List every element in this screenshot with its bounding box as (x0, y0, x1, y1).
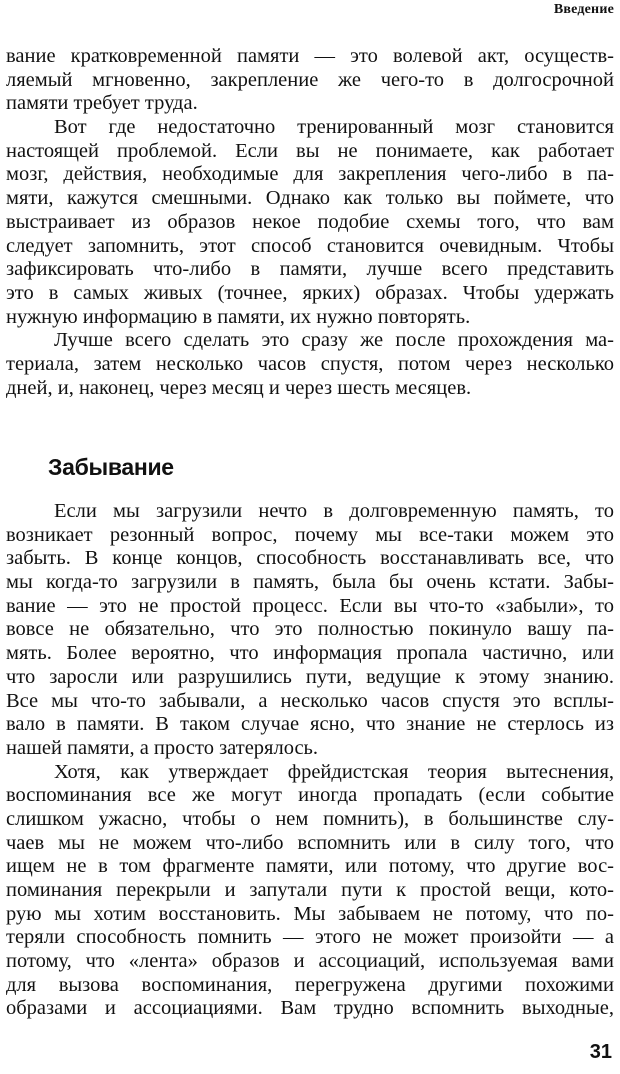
text-line: вовсе не обязательно, что это полностью покинуло вашу па- (6, 618, 614, 641)
section-text-block (6, 500, 614, 1021)
text-line: памяти требует труда. (6, 92, 198, 115)
intro-text-block (6, 45, 614, 400)
page-number: 31 (589, 1041, 612, 1063)
text-line: териала, затем несколько часов спустя, потом через несколько (6, 352, 614, 375)
text-line: Хотя, как утверждает фрейдистская теория вытеснения, (54, 760, 614, 783)
text-line: воспоминания все же могут иногда пропадать (если событие (6, 784, 614, 807)
text-line: следует запомнить, этот способ становится очевидным. Чтобы (6, 234, 614, 257)
text-line: возникает резонный вопрос, почему мы все-таки можем это (6, 523, 614, 546)
text-line: мозг, действия, необходимые для закрепления чего-либо в па- (6, 163, 614, 186)
text-line: Все мы что-то забывали, а несколько часов спустя это всплы- (6, 689, 614, 712)
section-heading: Забывание (48, 454, 174, 480)
text-line: поминания перекрыли и запутали пути к простой вещи, кото- (6, 879, 614, 901)
text-line: Лучше всего сделать это сразу же после прохождения ма- (54, 329, 614, 352)
text-line: потому, что «лента» образов и ассоциаций, используемая вами (6, 950, 614, 973)
text-line: мять. Более вероятно, что информация пропала частично, или (6, 642, 614, 665)
text-line: Вот где недостаточно тренированный мозг становится (54, 116, 614, 139)
text-line: мы когда-то загрузили в память, была бы очень кстати. Забы- (6, 571, 614, 594)
text-line: чаев мы не можем что-либо вспомнить или в силу того, что (6, 831, 614, 854)
running-header: Введение (553, 2, 614, 17)
text-line: Если мы загрузили нечто в долговременную память, то (54, 500, 614, 522)
text-line: выстраивает из образов некое подобие схемы того, что вам (6, 210, 614, 233)
text-line: рую мы хотим восстановить. Мы забываем не потому, что по- (6, 902, 614, 925)
text-line: дней, и, наконец, через месяц и через шесть месяцев. (6, 376, 472, 399)
text-line: для вызова воспоминания, перегружена другими похожими (6, 973, 614, 996)
text-line: настоящей проблемой. Если вы не понимаете, как работает (6, 139, 614, 162)
text-line: ищем не в том фрагменте памяти, или потому, что другие вос- (6, 855, 614, 878)
text-line: вание — это не простой процесс. Если вы что-то «забыли», то (6, 594, 614, 617)
text-line: слишком ужасно, чтобы о нем помнить), в большинстве слу- (6, 807, 614, 830)
text-line: теряли способность помнить — этого не может произойти — а (6, 926, 614, 949)
text-line: нашей памяти, а просто затерялось. (6, 736, 319, 759)
text-line: ляемый мгновенно, закрепление же чего-то в долгосрочной (6, 68, 614, 91)
text-line: забыть. В конце концов, способность восстанавливать все, что (6, 547, 614, 570)
text-line: зафиксировать что-либо в памяти, лучше всего представить (6, 258, 614, 281)
text-line: образами и ассоциациями. Вам трудно вспомнить выходные, (6, 997, 614, 1020)
text-line: нужную информацию в памяти, их нужно повторять. (6, 305, 471, 328)
text-line: вало в памяти. В таком случае ясно, что знание не стерлось из (6, 713, 614, 736)
text-line: мяти, кажутся смешными. Однако как только вы поймете, что (6, 187, 614, 210)
text-line: это в самых живых (точнее, ярких) образах. Чтобы удержать (6, 281, 614, 304)
text-line: что заросли или разрушились пути, ведущие к этому знанию. (6, 665, 614, 688)
text-line: вание кратковременной памяти — это волевой акт, осуществ- (6, 45, 614, 67)
